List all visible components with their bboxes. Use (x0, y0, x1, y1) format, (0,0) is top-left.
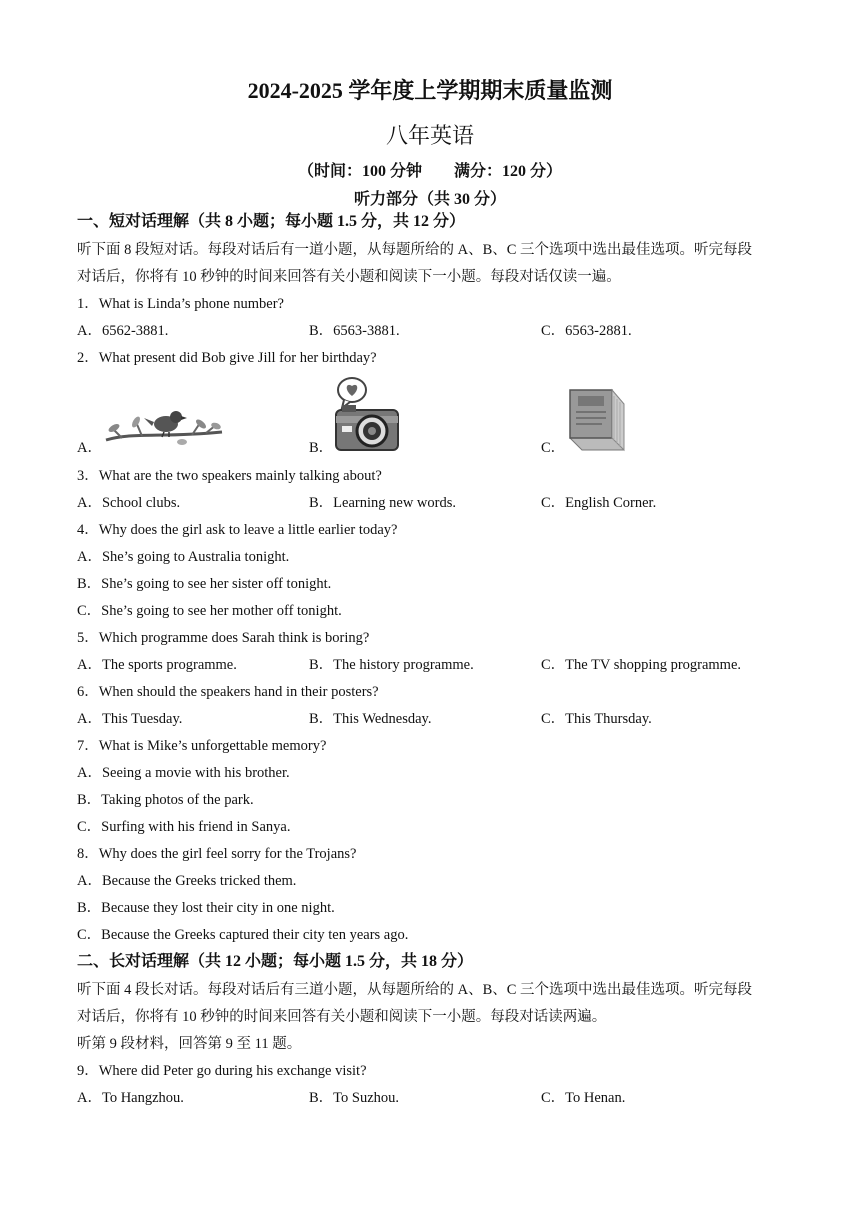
section2-instruction: 听下面 4 段长对话。每段对话后有三道小题，从每题所给的 A、B、C 三个选项中选出最佳选项。听完每段 (77, 982, 753, 998)
question-stem: 9．Where did Peter go during his exchange visit? (77, 1063, 367, 1079)
question-stem: 2．What present did Bob give Jill for her birthday? (77, 350, 377, 366)
option-c: C． (541, 440, 566, 456)
option-b: B． (309, 440, 334, 456)
section1-instruction: 对话后，你将有 10 秒钟的时间来回答有关小题和阅读下一小题。每段对话仅读一遍。 (77, 269, 621, 285)
option-a: A．The sports programme. (77, 657, 237, 673)
section1-instruction: 听下面 8 段短对话。每段对话后有一道小题，从每题所给的 A、B、C 三个选项中选出最佳选项。听完每段 (77, 242, 753, 258)
option-c: C．The TV shopping programme. (541, 657, 742, 673)
camera-icon (330, 376, 404, 452)
question-stem: 1．What is Linda’s phone number? (77, 296, 284, 312)
section1-heading: 一、短对话理解（共 8 小题；每小题 1.5 分，共 12 分） (77, 213, 466, 230)
option-c: C．This Thursday. (541, 711, 652, 727)
option-b: B．The history programme. (309, 657, 474, 673)
option-a: A． (77, 440, 102, 456)
option-b: B．6563-3881. (309, 323, 400, 339)
question-stem: 3．What are the two speakers mainly talking about? (77, 468, 382, 484)
option-b: B．To Suzhou. (309, 1090, 400, 1106)
option-a: A．Seeing a movie with his brother. (77, 765, 290, 781)
option-b: B．Learning new words. (309, 495, 456, 511)
option-a: A．She’s going to Australia tonight. (77, 549, 290, 565)
option-a: A．School clubs. (77, 495, 181, 511)
option-c: C．English Corner. (541, 495, 657, 511)
option-b: B．Taking photos of the park. (77, 792, 254, 808)
option-c: C．Because the Greeks captured their city ten years ago. (77, 927, 409, 943)
option-b: B．Because they lost their city in one night. (77, 900, 335, 916)
listening-part-title: 听力部分（共 30 分） (353, 191, 506, 208)
exam-title: 2024-2025 学年度上学期期末质量监测 (247, 78, 613, 103)
book-icon (566, 388, 628, 452)
option-b: B．This Wednesday. (309, 711, 432, 727)
exam-subtitle: 八年英语 (385, 123, 474, 148)
option-a: A．6562-3881. (77, 323, 169, 339)
question-stem: 5．Which programme does Sarah think is boring? (77, 630, 370, 646)
question-stem: 6．When should the speakers hand in their posters? (77, 684, 379, 700)
question-stem: 7．What is Mike’s unforgettable memory? (77, 738, 327, 754)
option-b: B．She’s going to see her sister off tonight. (77, 576, 332, 592)
time-score: （时间：100 分钟 满分：120 分） (297, 163, 562, 180)
question-stem: 4．Why does the girl ask to leave a little earlier today? (77, 522, 398, 538)
option-c: C．To Henan. (541, 1090, 626, 1106)
bird-on-branch-icon (102, 402, 226, 454)
option-a: A．Because the Greeks tricked them. (77, 873, 297, 889)
option-c: C．She’s going to see her mother off tonight. (77, 603, 342, 619)
section2-instruction: 听第 9 段材料，回答第 9 至 11 题。 (77, 1036, 302, 1052)
option-c: C．Surfing with his friend in Sanya. (77, 819, 291, 835)
section2-instruction: 对话后，你将有 10 秒钟的时间来回答有关小题和阅读下一小题。每段对话读两遍。 (77, 1009, 607, 1025)
option-c: C．6563-2881. (541, 323, 632, 339)
question-stem: 8．Why does the girl feel sorry for the Trojans? (77, 846, 357, 862)
option-a: A．This Tuesday. (77, 711, 183, 727)
section2-heading: 二、长对话理解（共 12 小题；每小题 1.5 分，共 18 分） (77, 953, 474, 970)
option-a: A．To Hangzhou. (77, 1090, 184, 1106)
